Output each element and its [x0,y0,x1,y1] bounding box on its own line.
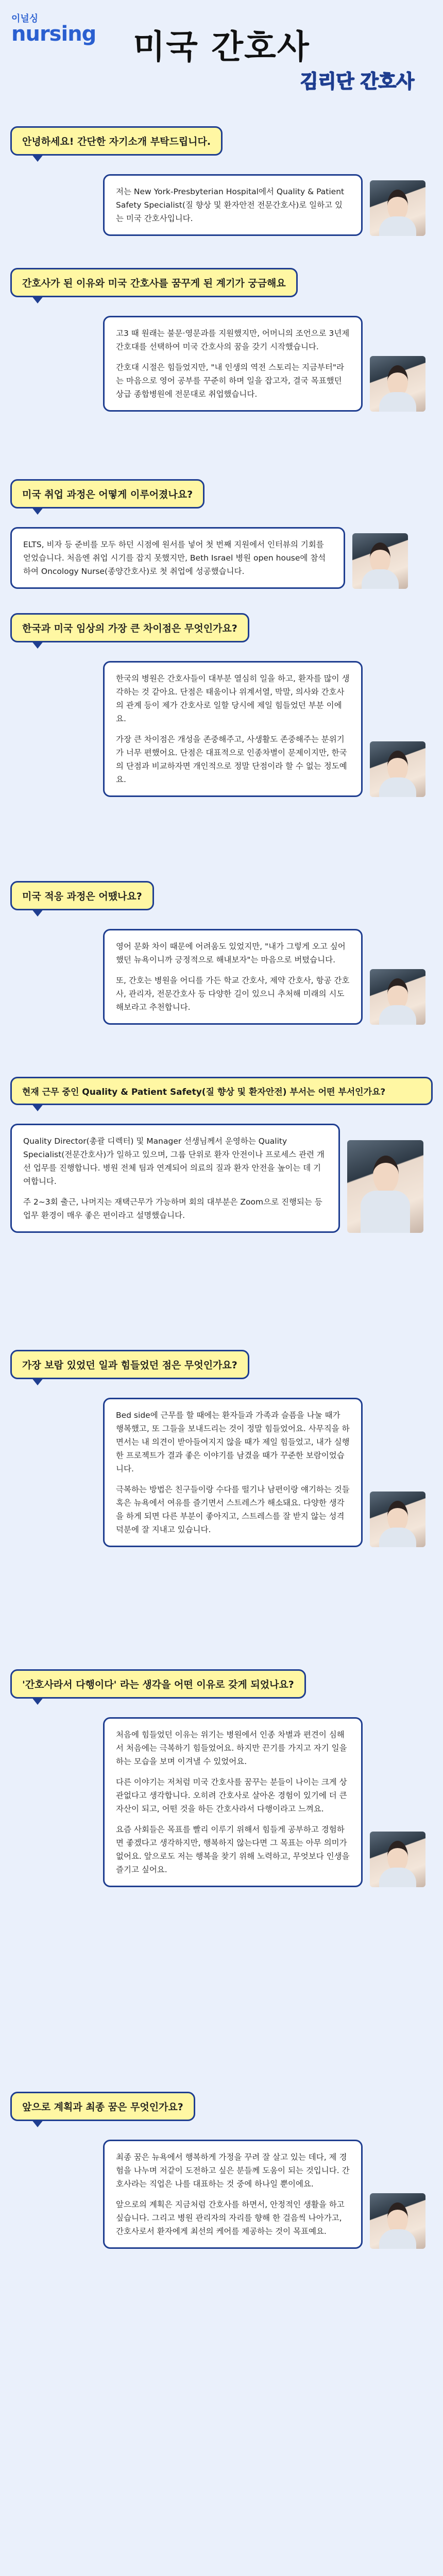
question-bubble: 가장 보람 있었던 일과 힘들었던 점은 무엇인가요? [10,1350,249,1379]
answer-text: ELTS, 비자 등 준비를 모두 하던 시점에 원서를 넣어 첫 번째 지원에서 인터뷰의 기회를 얻었습니다. 처음엔 취업 시기를 잡지 못했지만, Beth Israel 병원 open house에 참석하여 Oncology Nurse(종양간호사)로 첫 취업에 성공했습니다. [23,540,326,576]
answer-box [103,316,363,412]
answer-text: 요즘 사회들은 목표를 빨리 이루기 위해서 힘들게 공부하고 경험하면 좋겠다고 생각하지만, 행복하지 않는다면 그 목표는 아무 의미가 없어요. 앞으로도 저는 행복을 찾기 위해 노력하고, 무엇보다 인생을 즐기고 싶어요. [116,1825,350,1874]
question-bubble: 현재 근무 중인 Quality & Patient Safety(질 향상 및 환자안전) 부서는 어떤 부서인가요? [10,1077,433,1105]
interviewee-photo [370,356,425,412]
answer-text: 영어 문화 차이 때문에 어려움도 있었지만, "내가 그렇게 오고 싶어 했던 뉴욕이니까 긍정적으로 해내보자"는 마음으로 버텼습니다. [116,942,346,964]
interviewee-photo [370,969,425,1025]
question-bubble: 한국과 미국 임상의 가장 큰 차이점은 무엇인가요? [10,613,249,642]
answer-text: 또, 간호는 병원을 어디를 가든 학교 간호사, 제약 간호사, 항공 간호사, 관리자, 전문간호사 등 다양한 길이 있으니 추처해 미래의 시도해보라고 추천합니다. [116,976,350,1012]
question-bubble: 간호사가 된 이유와 미국 간호사를 꿈꾸게 된 계기가 궁금해요 [10,268,298,297]
qa-section-rewards [10,1350,433,1547]
interviewee-photo [370,741,425,797]
answer-text: 고3 때 원래는 불문·영문과를 지원했지만, 어머니의 조언으로 3년제 간호대를 선택하여 미국 간호사의 꿈을 갖기 시작했습니다. [116,329,350,351]
qa-section-plans [10,2092,433,2249]
answer-text: Quality Director(총괄 디렉터) 및 Manager 선생님께서 운영하는 Quality Specialist(전문간호사)가 일하고 있으며, 그룹 단위로 환자 안전이나 프로세스 관련 개선 업무를 진행합니다. 병원 전체 팀과 연계되어 의료의 질과 환자 안전을 높이는 데 기여합니다. [23,1137,325,1186]
answer-box [10,527,345,589]
interviewee-photo [370,1832,425,1887]
answer-text: 앞으로의 계획은 지금처럼 간호사를 하면서, 안정적인 생활을 하고 싶습니다. 그리고 병원 관리자의 자리를 향해 한 걸음씩 나아가고, 간호사로서 환자에게 최선의 케어를 제공하는 것이 목표예요. [116,2200,345,2236]
interviewee-photo [370,180,425,236]
answer-box [103,661,363,797]
answer-box [103,1398,363,1547]
answer-box [10,1124,340,1233]
question-bubble: 안녕하세요! 간단한 자기소개 부탁드립니다. [10,126,223,156]
qa-section-department [10,1077,433,1233]
answer-text: 저는 New York-Presbyterian Hospital에서 Quality & Patient Safety Specialist(질 향상 및 환자안전 전문간호사)로 일하고 있는 미국 간호사입니다. [116,187,345,223]
interviewee-photo [347,1140,423,1233]
qa-section-gratitude [10,1669,433,1887]
qa-section-motivation [10,268,433,412]
answer-box [103,1717,363,1887]
answer-text: 주 2~3회 출근, 나머지는 재택근무가 가능하며 회의 대부분은 Zoom으로 진행되는 등 업무 환경이 매우 좋은 편이라고 설명했습니다. [23,1197,322,1220]
question-bubble: 미국 적응 과정은 어땠나요? [10,881,154,910]
answer-text: 다른 이야기는 저처럼 미국 간호사를 꿈꾸는 분들이 나이는 크게 상관없다고 생각합니다. 오히려 간호사로 살아온 경험이 있기에 더 큰 자산이 되고, 어떤 것을 하든 간호사라서 다행이라고 느껴요. [116,1777,347,1814]
answer-box [103,929,363,1025]
interviewee-photo [370,1492,425,1547]
answer-text: 처음에 힘들었던 이유는 위기는 병원에서 인종 차별과 편견이 심해서 처음에는 극복하기 힘들었어요. 하지만 끈기를 가지고 자기 일을 하는 모습을 보며 이겨낼 수 있었어요. [116,1730,347,1766]
question-bubble: 미국 취업 과정은 어떻게 이루어졌나요? [10,479,205,509]
qa-section-hiring [10,479,433,589]
qa-section-differences [10,613,433,797]
answer-text: 간호대 시절은 힘들었지만, "내 인생의 역전 스토리는 지금부터"라는 마음으로 영어 공부를 꾸준히 하며 일을 잡고자, 결국 목표했던 상급 종합병원에 전문대로 취업했습니다. [116,363,344,399]
interviewee-photo [370,2193,425,2249]
question-bubble: 앞으로 계획과 최종 꿈은 무엇인가요? [10,2092,195,2121]
brand-logo-wordmark: nursing [11,22,96,46]
answer-text: 극복하는 방법은 친구들이랑 수다를 떨기나 남편이랑 얘기하는 것들 혹은 뉴욕에서 여유를 즐기면서 스트레스가 해소돼요. 다양한 생각을 하게 되면 다른 부분이 좋아지고, 스트레스를 잘 받지 않는 성격 덕분에 잘 지내고 있습니다. [116,1485,350,1534]
answer-box [103,2140,363,2249]
brand-logo-korean: 이널싱 [11,13,39,24]
answer-box [103,174,363,236]
page-header [0,0,443,118]
qa-section-intro [10,126,433,236]
qa-section-adaptation [10,881,433,1025]
page-title: 미국 간호사 [133,28,310,66]
interviewee-name: 김리단 간호사 [300,71,414,92]
answer-text: 한국의 병원은 간호사들이 대부분 열심히 일을 하고, 환자를 많이 생각하는 것 같아요. 단점은 태움이나 위계서열, 막말, 의사와 간호사의 관계 등이 제가 간호사로 일할 당시에 제일 힘들었던 부분 이에요. [116,674,350,723]
question-bubble: '간호사라서 다행이다' 라는 생각을 어떤 이유로 갖게 되었나요? [10,1669,306,1699]
answer-text: 최종 꿈은 뉴욕에서 행복하게 가정을 꾸려 잘 살고 있는 데다, 제 경험을 나누며 저같이 도전하고 싶은 분들께 도움이 되는 것입니다. 간호사라는 직업은 나를 대표하는 것 중에 하나일 뿐이에요. [116,2153,350,2189]
answer-text: 가장 큰 차이점은 개성을 존중해주고, 사생활도 존중해주는 분위기가 너무 편했어요. 단점은 대표적으로 인종차별이 문제이지만, 한국의 단점과 비교하자면 개인적으로 정말 단점이라 할 수 없는 정도예요. [116,735,347,784]
answer-text: Bed side에 근무를 할 때에는 환자들과 가족과 슬픔을 나눌 때가 행복했고, 또 그들을 보내드리는 것이 정말 힘들었어요. 사무직을 하면서는 내 의견이 받아들여지지 않을 때가 제일 힘들었고, 내가 실행한 프로젝트가 결과 좋은 이야기를 남겼을 때가 꾸준한 보람이었습니다. [116,1411,350,1473]
interviewee-photo [352,533,408,589]
